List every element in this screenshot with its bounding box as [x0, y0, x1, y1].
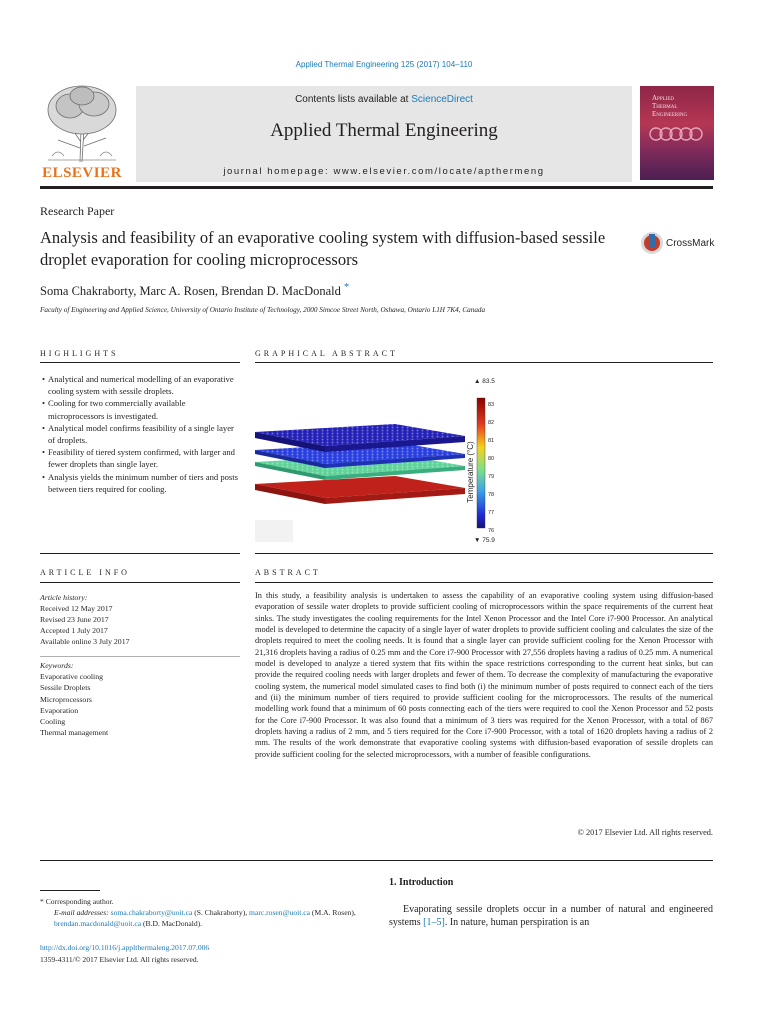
section-divider: [255, 553, 713, 554]
colorbar-title: Temperature (°C): [466, 441, 475, 503]
section-divider: [40, 362, 240, 363]
email-link[interactable]: brendan.macdonald@uoit.ca: [54, 919, 142, 928]
min-temperature-label: ▼ 75.9: [474, 537, 495, 544]
article-info-heading: ARTICLE INFO: [40, 568, 130, 577]
crossmark-icon: [640, 230, 664, 256]
keywords-divider: [40, 656, 240, 657]
keyword-item: Evaporation: [40, 705, 79, 715]
email-owner: (M.A. Rosen),: [310, 908, 356, 917]
intro-text-start: Evaporating sessile droplets occur in a number of natural and engineered systems: [389, 904, 713, 928]
cover-title-line: Engineering: [652, 110, 688, 118]
keywords-label: Keywords:: [40, 661, 74, 670]
article-history: [40, 592, 240, 647]
section-divider: [40, 860, 713, 861]
article-history-label: Article history:: [40, 593, 88, 602]
abstract-heading: ABSTRACT: [255, 568, 321, 577]
doi-link[interactable]: http://dx.doi.org/10.1016/j.applthermaleng.2017.07.006: [40, 943, 210, 952]
received-date: Received 12 May 2017: [40, 604, 113, 613]
citation-link[interactable]: [1–5]: [423, 917, 445, 928]
colorbar-tick: 83: [488, 402, 495, 408]
keyword-item: Sessile Droplets: [40, 683, 91, 693]
keywords-list: [40, 660, 240, 738]
tiered-cooling-render: [255, 372, 505, 544]
email-link[interactable]: soma.chakraborty@uoit.ca: [110, 908, 193, 917]
crossmark-button[interactable]: [640, 230, 720, 258]
author-names: Soma Chakraborty, Marc A. Rosen, Brendan D. MacDonald: [40, 284, 341, 299]
highlight-item: • Analysis yields the minimum number of tiers and posts between tiers required for cooling.: [40, 471, 240, 495]
highlight-item: • Feasibility of tiered system confirmed, with larger and fewer droplets than single layer.: [40, 446, 240, 470]
email-link[interactable]: marc.rosen@uoit.ca: [249, 908, 311, 917]
colorbar-tick: 79: [488, 474, 495, 480]
elsevier-logo[interactable]: [40, 82, 124, 182]
section-divider: [40, 582, 240, 583]
section-divider: [255, 362, 713, 363]
journal-homepage-link[interactable]: journal homepage: www.elsevier.com/locate/apthermeng: [223, 166, 545, 177]
colorbar-tick: 81: [488, 438, 495, 444]
doi-block: [40, 942, 209, 965]
email-owner: (S. Chakraborty),: [192, 908, 250, 917]
journal-reference-link[interactable]: Applied Thermal Engineering 125 (2017) 104–110: [295, 60, 473, 69]
highlight-item: • Analytical and numerical modelling of an evaporative cooling system with sessile droplets.: [40, 373, 240, 397]
email-label: E-mail addresses:: [54, 908, 111, 917]
keyword-item: Microprocessors: [40, 694, 92, 704]
journal-title: Applied Thermal Engineering: [270, 120, 498, 141]
graphical-abstract-heading: GRAPHICAL ABSTRACT: [255, 349, 398, 358]
keyword-item: Thermal management: [40, 728, 109, 738]
copyright-notice: © 2017 Elsevier Ltd. All rights reserved.: [577, 828, 713, 837]
corresponding-author-footnote: [40, 896, 370, 929]
contents-line: [136, 94, 632, 105]
keyword-item: Evaporative cooling: [40, 672, 104, 682]
sciencedirect-link[interactable]: ScienceDirect: [411, 94, 473, 105]
online-date: Available online 3 July 2017: [40, 637, 130, 646]
author-list: [40, 282, 349, 299]
article-title: Analysis and feasibility of an evaporative cooling system with diffusion-based sessile droplet evaporation for cooling microprocessors: [40, 228, 606, 269]
cover-title-line: Thermal: [652, 102, 678, 110]
colorbar-tick: 80: [488, 456, 495, 462]
colorbar-tick: 77: [488, 510, 495, 516]
highlight-item: • Analytical model confirms feasibility of a single layer of droplets.: [40, 422, 240, 446]
abstract-body: In this study, a feasibility analysis is undertaken to assess the capability of an evaporative cooling system using diffusion-based evaporation of sessile water droplets to provide sufficient cooling of microprocessors within the space requirements of the current heat sinks. The study investigates the cooling requirements for the Intel Xenon Processor and the Intel Core i7-900 Processor. An analytical model is developed to determine the capacity of a single layer of water droplets to provide sufficient cooling and calculates the size of the droplets required to meet the cooling needs. It is found that a single layer can provide sufficient cooling for the Xenon Processor with 21,316 droplets having a radius of 0.25 mm and the Core i7-900 Processor with 27,556 droplets having a radius of 0.25 mm. A numerical model is developed to analyze a tiered system that fits within the space restrictions corresponding to the current heat sinks, but can provide the required cooling needs with larger droplets and fewer of them. To decrease the complexity of manufacturing the evaporative cooling system, the numerical model simulated cases to find both (i) the minimum number of posts required to connect each of the tiers and (ii) the minimum number of tiers required to provide sufficient cooling for the microprocessors. The results of the numerical modelling work found that a minimum of 60 posts connecting each of the tiers were required to cool the Xenon Processor and 52 posts for the Core i7-900 Processor. It was also found that a minimum of 3 tiers was required for the Xenon Processor, with a total of 867 droplets having a radius of 2 mm, and 5 tiers required for the Core i7-900 Processor, with a total of 1620 droplets having a radius of 2 mm. The results of the work demonstrate that evaporative cooling systems with diffusion-based evaporation of sessile droplets can provide sufficient cooling for the selected microprocessors, with a number of feasible configurations.: [255, 591, 713, 759]
contents-prefix: Contents lists available at: [295, 94, 412, 105]
highlights-list: [40, 373, 240, 495]
max-temperature-label: ▲ 83.5: [474, 378, 495, 385]
accepted-date: Accepted 1 July 2017: [40, 626, 108, 635]
introduction-paragraph: [389, 903, 713, 929]
keyword-item: Cooling: [40, 717, 66, 727]
introduction-heading: 1. Introduction: [389, 877, 454, 888]
corresponding-author-mark[interactable]: *: [344, 282, 350, 293]
colorbar-tick: 78: [488, 492, 495, 498]
colorbar-tick: 76: [488, 528, 495, 534]
intro-text-end: . In nature, human perspiration is an: [444, 917, 590, 928]
header-divider: [40, 186, 713, 189]
highlight-item: • Cooling for two commercially available microprocessors is investigated.: [40, 397, 240, 421]
revised-date: Revised 23 June 2017: [40, 615, 109, 624]
journal-cover-image[interactable]: [640, 86, 714, 180]
cover-pattern-icon: [648, 126, 706, 142]
footnote-divider: [40, 890, 100, 891]
author-affiliation: Faculty of Engineering and Applied Science, University of Ontario Institute of Technology, 2000 Simcoe Street North, Oshawa, Ontario L1H 7K4, Canada: [40, 306, 486, 314]
crossmark-label: CrossMark: [666, 238, 715, 249]
cover-title-line: Applied: [652, 94, 675, 102]
highlights-heading: HIGHLIGHTS: [40, 349, 119, 358]
elsevier-wordmark: ELSEVIER: [42, 165, 122, 181]
graphical-abstract-figure[interactable]: [255, 372, 505, 544]
issn-line: 1359-4311/© 2017 Elsevier Ltd. All rights reserved.: [40, 954, 199, 964]
email-owner: (B.D. MacDonald).: [141, 919, 203, 928]
colorbar-tick: 82: [488, 420, 495, 426]
section-divider: [255, 582, 713, 583]
corresponding-author-label: * Corresponding author.: [40, 897, 114, 906]
elsevier-tree-icon: [40, 82, 124, 164]
section-divider: [40, 553, 240, 554]
article-type: Research Paper: [40, 204, 115, 218]
